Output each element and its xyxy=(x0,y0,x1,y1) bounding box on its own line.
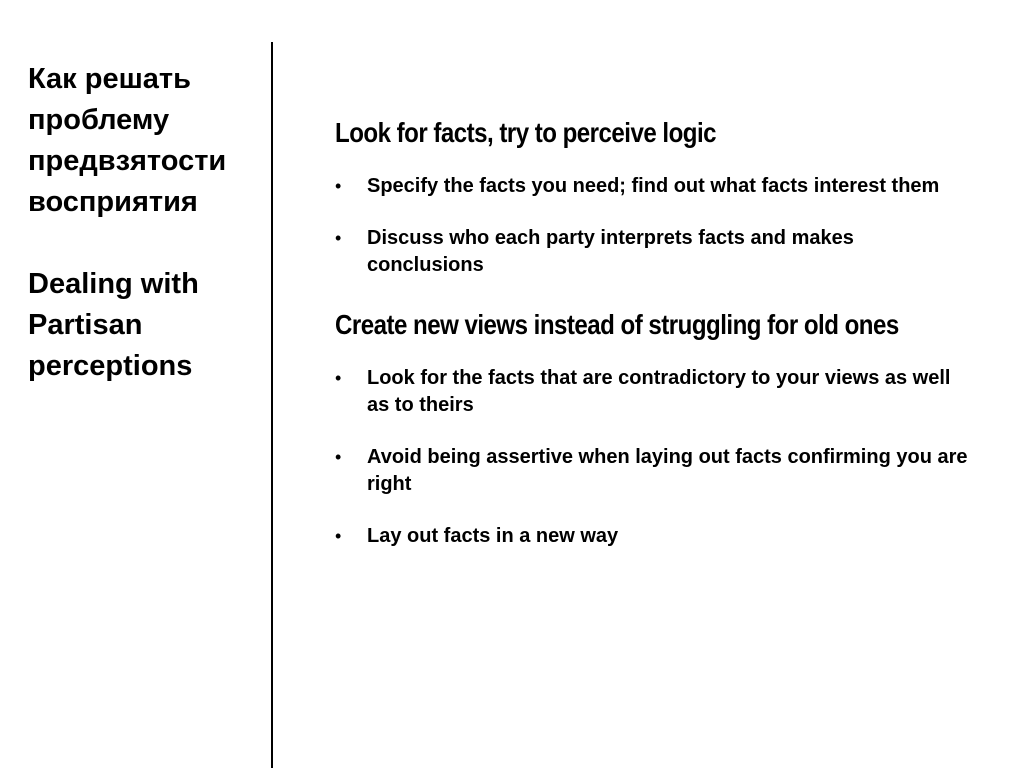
title-english xyxy=(28,264,268,387)
bullet-item xyxy=(335,523,975,550)
vertical-divider xyxy=(271,42,273,768)
bullet-text: Lay out facts in a new way xyxy=(367,525,619,547)
bullet-list xyxy=(335,173,975,279)
bullet-text: Avoid being assertive when laying out facts confirming you are right xyxy=(367,446,968,495)
bullet-text: Specify the facts you need; find out what facts interest them xyxy=(367,175,940,197)
bullet-item xyxy=(335,225,975,279)
title-spacer xyxy=(28,223,268,264)
section-heading: Look for facts, try to perceive logic xyxy=(335,117,717,148)
title-russian xyxy=(28,59,268,223)
slide-title xyxy=(28,59,268,387)
bullet-text: Discuss who each party interprets facts and makes conclusions xyxy=(367,227,854,276)
bullet-list xyxy=(335,365,975,550)
bullet-icon: • xyxy=(335,447,342,467)
bullet-item xyxy=(335,365,975,419)
title-russian-line: Как решать xyxy=(28,63,191,95)
title-russian-line: проблему xyxy=(28,104,170,136)
bullet-item xyxy=(335,173,975,200)
title-russian-line: предвзятости xyxy=(28,145,227,177)
bullet-item xyxy=(335,444,975,498)
bullet-icon: • xyxy=(335,368,342,388)
title-english-line: Partisan xyxy=(28,309,143,341)
title-english-line: perceptions xyxy=(28,350,193,382)
bullet-icon: • xyxy=(335,176,342,196)
title-english-line: Dealing with xyxy=(28,268,199,300)
title-russian-line: восприятия xyxy=(28,186,198,218)
bullet-icon: • xyxy=(335,526,342,546)
slide-content xyxy=(335,112,975,575)
bullet-text: Look for the facts that are contradictory to your views as well as to theirs xyxy=(367,367,951,416)
section-heading: Create new views instead of struggling for old ones xyxy=(335,309,899,340)
bullet-icon: • xyxy=(335,228,342,248)
